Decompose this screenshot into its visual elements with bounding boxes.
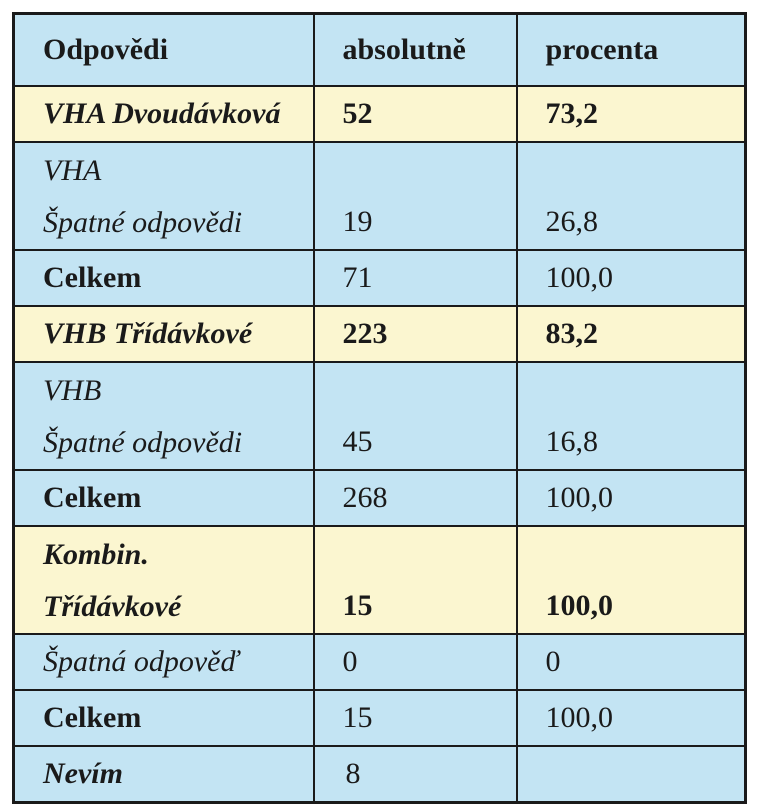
row-absolute: 45 bbox=[314, 362, 517, 470]
row-absolute: 19 bbox=[314, 142, 517, 250]
row-absolute: 0 bbox=[314, 634, 517, 690]
row-label: Celkem bbox=[14, 470, 314, 526]
row-absolute: 71 bbox=[314, 250, 517, 306]
row-label-top: VHB bbox=[43, 374, 102, 407]
row-label bbox=[14, 142, 314, 250]
row-label-bottom: Špatné odpovědi bbox=[43, 426, 243, 459]
row-percent: 100,0 bbox=[517, 690, 746, 746]
row-label: Celkem bbox=[14, 250, 314, 306]
table-row bbox=[14, 746, 746, 803]
table-row bbox=[14, 634, 746, 690]
row-percent: 100,0 bbox=[517, 250, 746, 306]
row-percent: 73,2 bbox=[517, 86, 746, 142]
table-row bbox=[14, 470, 746, 526]
row-label: VHA Dvoudávková bbox=[14, 86, 314, 142]
row-absolute: 52 bbox=[314, 86, 517, 142]
row-absolute: 268 bbox=[314, 470, 517, 526]
row-label: VHB Třídávkové bbox=[14, 306, 314, 362]
table-row bbox=[14, 142, 746, 250]
row-percent bbox=[517, 746, 746, 803]
header-odpovedi: Odpovědi bbox=[14, 14, 314, 87]
row-label: Nevím bbox=[14, 746, 314, 803]
table-row bbox=[14, 250, 746, 306]
table-row bbox=[14, 526, 746, 634]
table-row bbox=[14, 306, 746, 362]
row-absolute: 15 bbox=[314, 526, 517, 634]
row-label-top: VHA bbox=[43, 154, 102, 187]
row-label: Špatná odpověď bbox=[14, 634, 314, 690]
row-percent: 0 bbox=[517, 634, 746, 690]
row-percent: 16,8 bbox=[517, 362, 746, 470]
row-label-top: Kombin. bbox=[43, 538, 149, 571]
results-table bbox=[12, 12, 747, 804]
table-row bbox=[14, 690, 746, 746]
row-absolute: 15 bbox=[314, 690, 517, 746]
row-percent: 100,0 bbox=[517, 526, 746, 634]
header-absolutne: absolutně bbox=[314, 14, 517, 87]
header-procenta: procenta bbox=[517, 14, 746, 87]
row-label-bottom: Třídávkové bbox=[43, 590, 182, 623]
row-percent: 100,0 bbox=[517, 470, 746, 526]
table-row bbox=[14, 362, 746, 470]
row-label bbox=[14, 526, 314, 634]
row-absolute: 8 bbox=[314, 746, 517, 803]
row-percent: 83,2 bbox=[517, 306, 746, 362]
table-header-row bbox=[14, 14, 746, 87]
row-label bbox=[14, 362, 314, 470]
table-row bbox=[14, 86, 746, 142]
row-label-bottom: Špatné odpovědi bbox=[43, 206, 243, 239]
row-absolute: 223 bbox=[314, 306, 517, 362]
row-percent: 26,8 bbox=[517, 142, 746, 250]
row-label: Celkem bbox=[14, 690, 314, 746]
